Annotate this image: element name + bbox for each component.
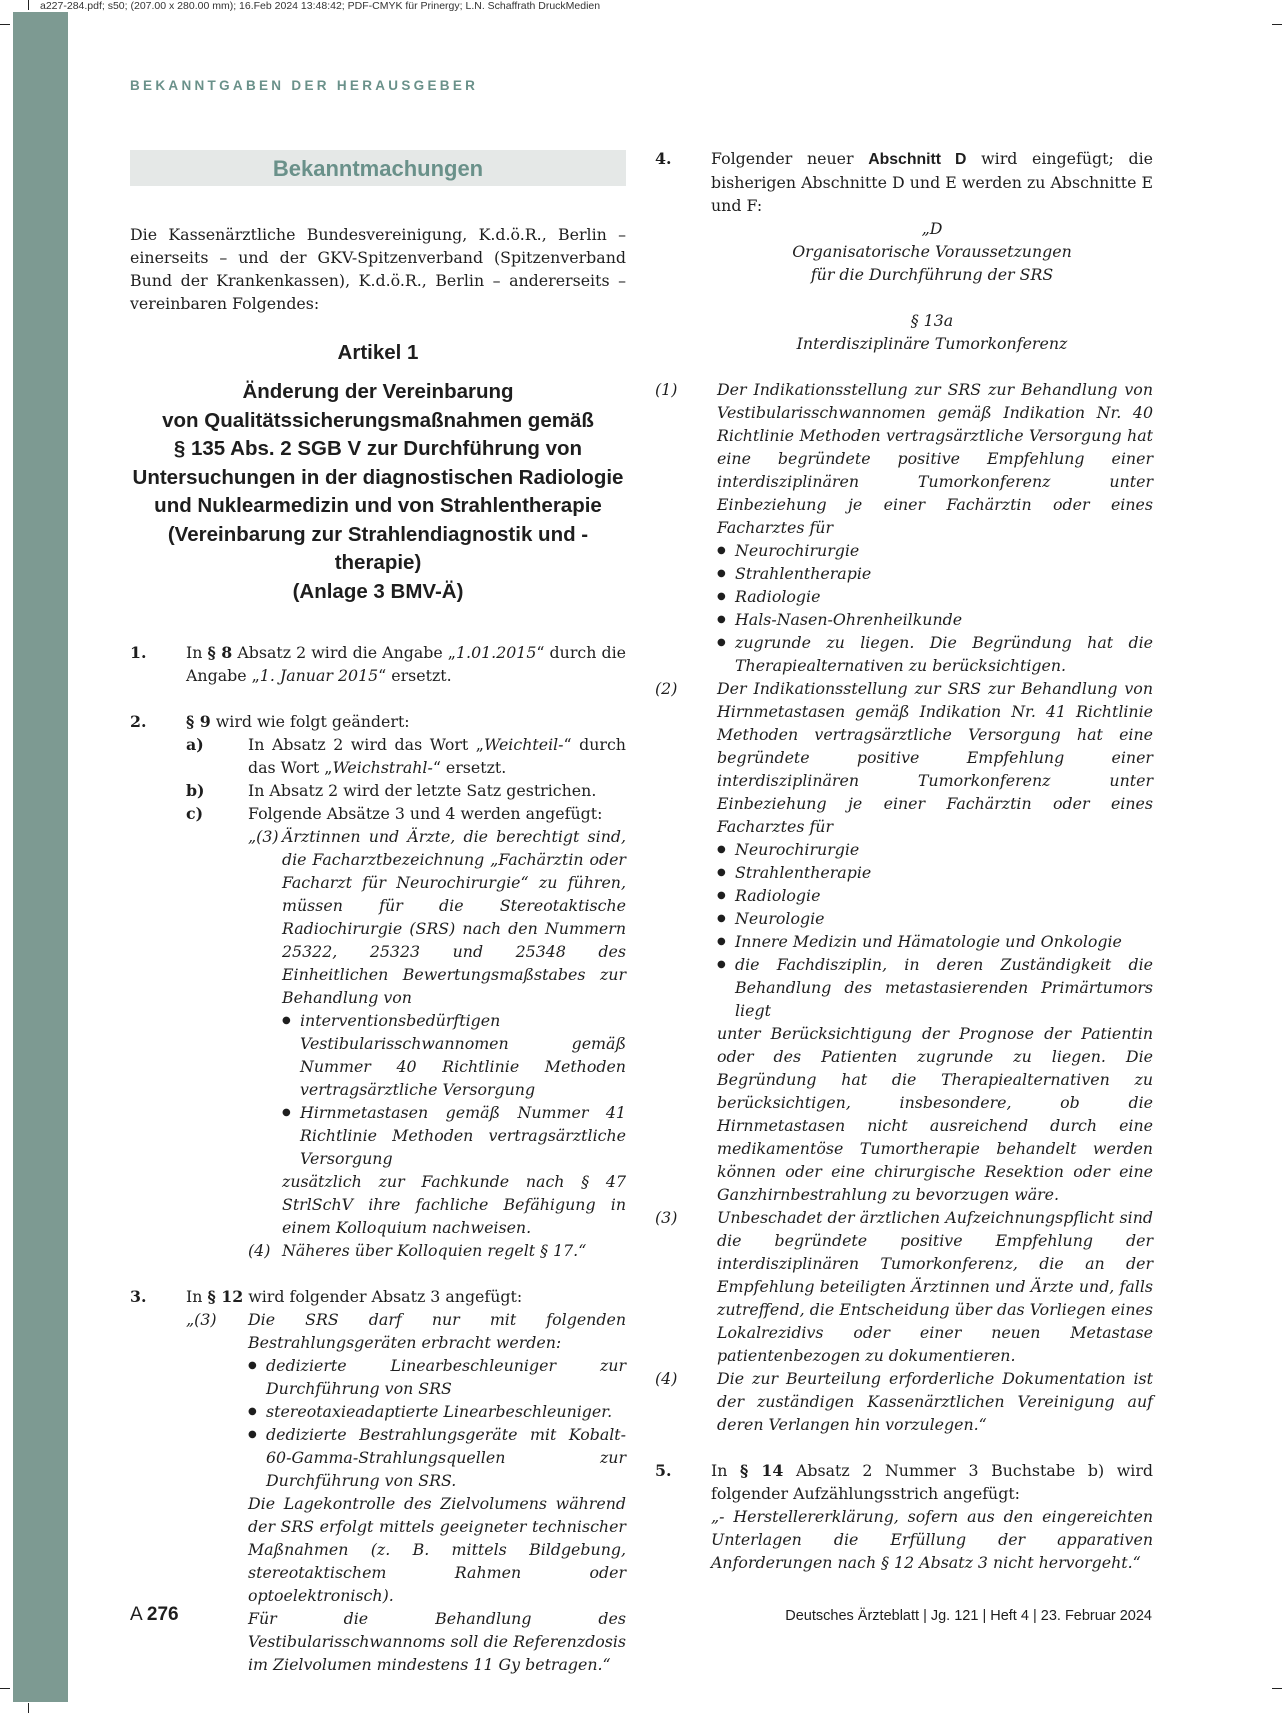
article-title	[130, 378, 626, 606]
page-title	[130, 150, 626, 186]
list-item: ● interventionsbedürftigen Vestibularisschwannomen gemäß Nummer 40 Richtlinie Methoden vertragsärztliche Versorgung	[282, 1009, 626, 1101]
paragraph-body	[717, 378, 1153, 677]
old-value: Weichteil-	[484, 735, 564, 754]
paragraph-text: Für die Behandlung des Vestibularisschwannoms soll die Referenzdosis im Zielvolumen mindestens 11 Gy betragen.“	[248, 1609, 626, 1674]
amendment-item-3	[130, 1285, 626, 1676]
quoted-paragraph-4	[248, 1239, 626, 1262]
page-number	[130, 1604, 179, 1626]
crop-mark	[28, 0, 29, 10]
paragraph-number: (1)	[655, 380, 678, 399]
item-body	[186, 1285, 626, 1676]
heading-line: § 13a	[910, 311, 954, 330]
item-number: 4.	[655, 149, 672, 168]
paragraph-number: (3)	[655, 1208, 678, 1227]
text-run: In	[186, 1287, 208, 1306]
article-title-line: von Qualitätssicherungsmaßnahmen gemäß	[162, 408, 594, 432]
article-number: Artikel 1	[337, 341, 419, 364]
new-value: 1. Januar 2015	[259, 666, 379, 685]
item-number: 2.	[130, 712, 147, 731]
paragraph-number: (4)	[248, 1241, 271, 1260]
paragraph-text: Ärztinnen und Ärzte, die berechtigt sind, die Facharztbezeichnung „Fachärztin oder Facharzt für Neurochirurgie“ zu führen, müssen für die Stereotaktische Radiochirurgie (SRS) nach den Nummern 25322, 25323 und 25348 des Einheitlichen Bewertungsmaßstabes zur Behandlung von	[282, 827, 626, 1007]
list-item: ● zugrunde zu liegen. Die Begründung hat die Therapiealternativen zu berücksichtigen.	[717, 631, 1153, 677]
section-ref: Abschnitt D	[868, 151, 967, 168]
journal-footer: Deutsches Ärzteblatt | Jg. 121 | Heft 4 | 23. Februar 2024	[785, 1608, 1152, 1624]
section-header: BEKANNTGABEN DER HERAUSGEBER	[130, 78, 479, 93]
amendment-item-5	[655, 1459, 1153, 1574]
item-text	[711, 147, 1153, 217]
item-text	[711, 1459, 1153, 1505]
list-item: ● stereotaxieadaptierte Linearbeschleuniger.	[248, 1400, 626, 1423]
list-item: ● dedizierte Bestrahlungsgeräte mit Kobalt-60-Gamma-Strahlungsquellen zur Durchführung von SRS.	[248, 1423, 626, 1492]
article-title-line: und Nuklearmedizin und von Strahlentherapie	[154, 494, 602, 517]
text-run: Folgender neuer	[711, 149, 869, 168]
text-run: “ ersetzt.	[378, 666, 452, 685]
paragraph-ref: § 12	[207, 1287, 244, 1306]
amendment-item-4	[655, 147, 1153, 355]
list-item: ● Innere Medizin und Hämatologie und Onkologie	[717, 930, 1153, 953]
section-13a-paragraphs	[655, 378, 1153, 1436]
left-color-band	[13, 12, 68, 1702]
paragraph-number: (2)	[655, 679, 678, 698]
article-title-line: (Vereinbarung zur Strahlendiagnostik und -therapie)	[167, 522, 589, 574]
paragraph-text: Näheres über Kolloquien regelt § 17.“	[282, 1241, 587, 1260]
print-slug: a227-284.pdf; s50; (207.00 x 280.00 mm); 16.Feb 2024 13:48:42; PDF-CMYK für Prinergy; L.N. Schaffrath DruckMedien	[40, 0, 601, 12]
text-run: “ durch die Angabe „	[186, 643, 626, 685]
paragraph-text: Die Lagekontrolle des Zielvolumens während der SRS erfolgt mittels geeigneter technischer Maßnahmen (z. B. mittels Bildgebung, stereotaktischem Rahmen oder optoelektronisch).	[248, 1494, 626, 1605]
crop-mark	[1272, 1688, 1282, 1689]
item-text	[186, 710, 626, 733]
paragraph-body	[248, 1308, 626, 1676]
old-value: 1.01.2015	[456, 643, 537, 662]
item-number: 1.	[130, 643, 147, 662]
amendment-item-1	[130, 641, 626, 687]
sub-item-label: b)	[186, 781, 205, 800]
heading-line: Interdisziplinäre Tumorkonferenz	[796, 334, 1068, 353]
page-prefix: A	[130, 1604, 147, 1625]
paragraph-text: Der Indikationsstellung zur SRS zur Behandlung von Vestibularisschwannomen gemäß Indikation Nr. 40 Richtlinie Methoden vertragsärztliche Versorgung hat eine begründete positive Empfehlung einer interdisziplinären Tumorkonferenz unter Einbeziehung je einer Fachärztin oder eines Facharztes für	[717, 380, 1153, 537]
item-number: 3.	[130, 1287, 147, 1306]
article-title-line: Änderung der Vereinbarung	[242, 380, 514, 403]
list-item: ● Radiologie	[717, 884, 1153, 907]
paragraph-4	[655, 1367, 1153, 1436]
list-item: ● Neurochirurgie	[717, 539, 1153, 562]
paragraph-text: zusätzlich zur Fachkunde nach § 47 StrlSchV ihre fachliche Befähigung in einem Kolloquium nachweisen.	[282, 1172, 626, 1237]
quoted-paragraph-3	[186, 1308, 626, 1676]
paragraph-3	[655, 1206, 1153, 1367]
paragraph-ref: § 14	[740, 1461, 784, 1480]
sub-item-text	[248, 733, 626, 779]
text-run: In	[186, 643, 208, 662]
bullet-list	[248, 1354, 626, 1492]
paragraph-1	[655, 378, 1153, 677]
list-item: ● dedizierte Linearbeschleuniger zur Durchführung von SRS	[248, 1354, 626, 1400]
paragraph-text: Der Indikationsstellung zur SRS zur Behandlung von Hirnmetastasen gemäß Indikation Nr. 41 Richtlinie Methoden vertragsärztliche Versorgung hat eine begründete positive Empfehlung einer interdisziplinären Tumorkonferenz unter Einbeziehung je einer Fachärztin oder eines Facharztes für	[717, 679, 1153, 836]
text-run: wird wie folgt geändert:	[210, 712, 410, 731]
text-run: In	[711, 1461, 741, 1480]
item-text	[186, 641, 626, 687]
item-body	[186, 710, 626, 1262]
item-number: 5.	[655, 1461, 672, 1480]
list-item: ● Strahlentherapie	[717, 562, 1153, 585]
list-item: ● Neurochirurgie	[717, 838, 1153, 861]
paragraph-ref: § 8	[207, 643, 233, 662]
text-run: Absatz 2 wird die Angabe „	[232, 643, 456, 662]
new-value: Weichstrahl-	[332, 758, 433, 777]
crop-mark	[28, 1703, 29, 1713]
article-title-line: § 135 Abs. 2 SGB V zur Durchführung von	[173, 437, 583, 460]
article-title-line: (Anlage 3 BMV-Ä)	[292, 579, 464, 603]
heading-line: „D	[921, 219, 943, 238]
bullet-list	[717, 838, 1153, 1022]
list-item: ● die Fachdisziplin, in deren Zuständigkeit die Behandlung des metastasierenden Primärtumors liegt	[717, 953, 1153, 1022]
paragraph-text: Die SRS darf nur mit folgenden Bestrahlungsgeräten erbracht werden:	[248, 1310, 626, 1352]
text-run: “ ersetzt.	[432, 758, 507, 777]
quoted-paragraph-3	[248, 825, 626, 1239]
sub-item-label: c)	[186, 804, 204, 823]
paragraph-number: „(3)	[248, 827, 279, 846]
sub-item-text: In Absatz 2 wird der letzte Satz gestrichen.	[248, 781, 597, 800]
sub-item-label: a)	[186, 735, 204, 754]
quoted-text: „- Herstellererklärung, sofern aus den eingereichten Unterlagen die Erfüllung der apparativen Anforderungen nach § 12 Absatz 3 nicht hervorgeht.“	[711, 1507, 1153, 1572]
sub-item-a	[186, 733, 626, 779]
paragraph-body	[717, 677, 1153, 1206]
item-body	[711, 147, 1153, 355]
item-body	[711, 1459, 1153, 1574]
amendment-item-2	[130, 710, 626, 1262]
left-column	[130, 150, 626, 1676]
paragraph-text: Die zur Beurteilung erforderliche Dokumentation ist der zuständigen Kassenärztlichen Vereinigung auf deren Verlangen hin vorzulegen.“	[717, 1369, 1153, 1434]
text-run: wird eingefügt; die bisherigen Abschnitte D und E werden zu Abschnitte E und F:	[711, 149, 1153, 215]
sub-item-c	[186, 802, 626, 1262]
list-item: ● Hirnmetastasen gemäß Nummer 41 Richtlinie Methoden vertragsärztliche Versorgung	[282, 1101, 626, 1170]
heading-line: Organisatorische Voraussetzungen	[792, 242, 1072, 261]
paragraph-number: (4)	[655, 1369, 678, 1388]
list-item: ● Hals-Nasen-Ohrenheilkunde	[717, 608, 1153, 631]
text-run: In Absatz 2 wird das Wort „	[248, 735, 484, 754]
paragraph-body	[282, 825, 626, 1239]
paragraph-text: Unbeschadet der ärztlichen Aufzeichnungspflicht sind die begründete positive Empfehlung der interdisziplinären Tumorkonferenz, die an der Empfehlung beteiligten Ärztinnen und Ärzte und, falls zutreffend, die Entscheidung über das Vorliegen eines Lokalrezidivs oder einer neuen Metastase patientenbezogen zu dokumentieren.	[717, 1208, 1153, 1365]
page-title-text: Bekanntmachungen	[272, 155, 484, 181]
paragraph-2	[655, 677, 1153, 1206]
text-run: wird folgender Absatz 3 angefügt:	[243, 1287, 523, 1306]
list-item: ● Strahlentherapie	[717, 861, 1153, 884]
page-number-value: 276	[146, 1604, 179, 1625]
crop-mark	[0, 1688, 10, 1689]
crop-mark	[1272, 24, 1282, 25]
intro-paragraph: Die Kassenärztliche Bundesvereinigung, K.d.ö.R., Berlin – einerseits – und der GKV-Spitzenverband (Spitzenverband Bund der Krankenkassen), K.d.ö.R., Berlin – andererseits – vereinbaren Folgendes:	[130, 225, 626, 313]
bullet-list	[717, 539, 1153, 677]
list-item: ● Radiologie	[717, 585, 1153, 608]
crop-mark	[0, 24, 10, 25]
paragraph-text: unter Berücksichtigung der Prognose der Patientin oder des Patienten zugrunde zu liegen. Die Begründung hat die Therapiealternativen zu berücksichtigen, insbesondere, ob die Hirnmetastasen nicht ausreichend durch eine medikamentöse Tumortherapie behandelt werden können oder eine chirurgische Resektion oder eine Ganzhirnbestrahlung zu bevorzugen wäre.	[717, 1024, 1153, 1204]
text-run: “ durch das Wort „	[248, 735, 626, 777]
sub-item-body	[248, 802, 626, 1262]
bullet-list	[282, 1009, 626, 1170]
sub-item-b	[186, 779, 626, 802]
article-title-line: Untersuchungen in der diagnostischen Radiologie	[132, 465, 624, 489]
right-column	[655, 147, 1153, 1574]
sub-item-text: Folgende Absätze 3 und 4 werden angefügt:	[248, 804, 603, 823]
paragraph-number: „(3)	[186, 1310, 217, 1329]
text-run: Absatz 2 Nummer 3 Buchstabe b) wird folgender Aufzählungsstrich angefügt:	[711, 1461, 1153, 1503]
list-item: ● Neurologie	[717, 907, 1153, 930]
section-heading	[711, 217, 1153, 355]
heading-line: für die Durchführung der SRS	[810, 265, 1054, 284]
item-text	[186, 1285, 626, 1308]
paragraph-ref: § 9	[186, 712, 211, 731]
